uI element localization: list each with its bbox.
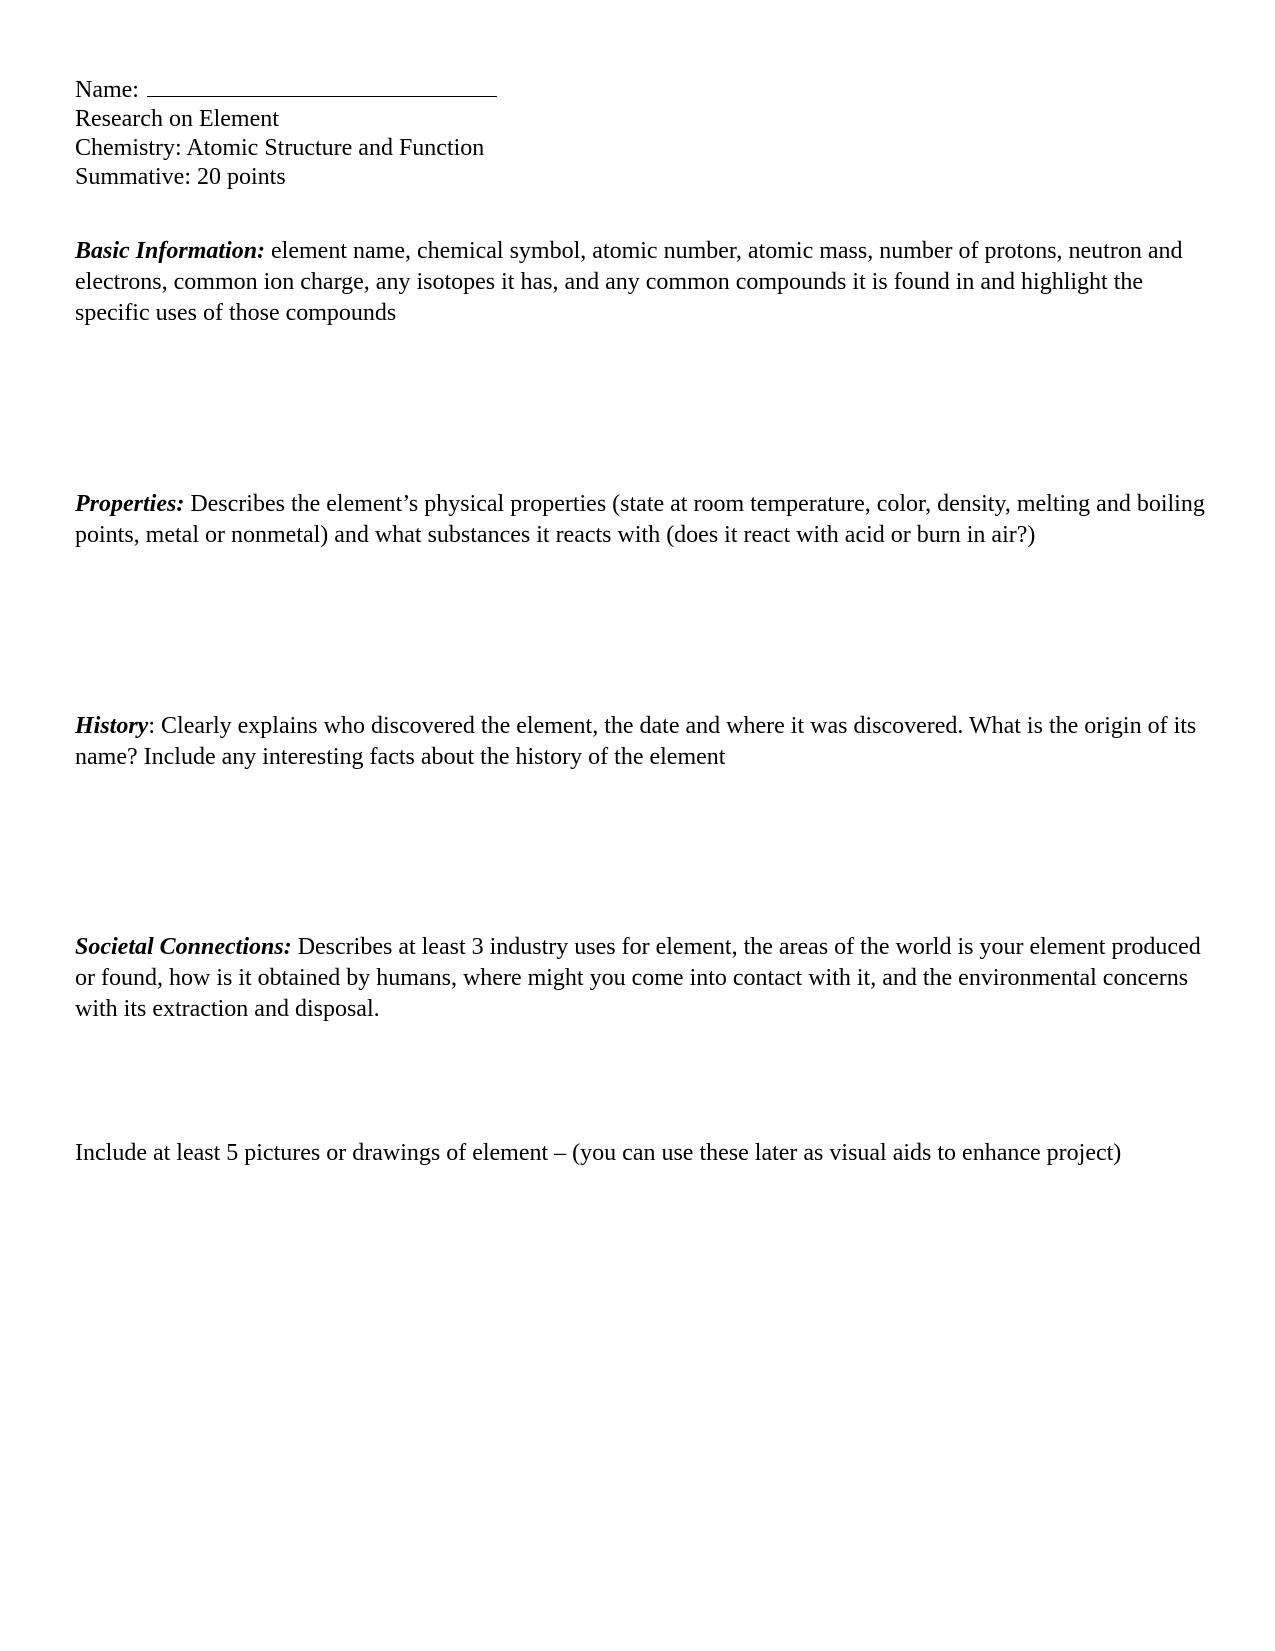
section-history: [75, 711, 1205, 773]
assessment-points: Summative: 20 points: [75, 164, 286, 190]
section-properties: [75, 489, 1205, 551]
section-body: : Clearly explains who discovered the element, the date and where it was discovered. What is the origin of its name? Include any interesting facts about the history of the element: [75, 713, 1197, 770]
name-blank-line: [147, 72, 497, 97]
section-title: History: [75, 713, 149, 739]
name-line: [75, 72, 497, 105]
section-body: Describes the element’s physical properties (state at room temperature, color, density, melting and boiling points, metal or nonmetal) and what substances it reacts with (does it react with acid or burn in air?): [75, 491, 1205, 548]
section-body: element name, chemical symbol, atomic number, atomic mass, number of protons, neutron and electrons, common ion charge, any isotopes it has, and any common compounds it is found in and highlight the specific uses of those compounds: [75, 238, 1183, 326]
name-label: Name:: [75, 77, 139, 103]
section-title: Properties:: [75, 491, 185, 517]
assignment-title: Research on Element: [75, 106, 279, 132]
section-societal-connections: [75, 932, 1205, 1025]
course-unit: Chemistry: Atomic Structure and Function: [75, 135, 485, 161]
section-basic-information: [75, 236, 1205, 329]
section-body: Include at least 5 pictures or drawings of element – (you can use these later as visual aids to enhance project): [75, 1140, 1122, 1166]
document-header: [75, 72, 497, 192]
section-title: Basic Information:: [75, 238, 266, 264]
section-title: Societal Connections:: [75, 934, 292, 960]
section-pictures: [75, 1138, 1205, 1169]
section-body: Describes at least 3 industry uses for element, the areas of the world is your element produced or found, how is it obtained by humans, where might you come into contact with it, and the environmental concerns with its extraction and disposal.: [75, 934, 1201, 1022]
